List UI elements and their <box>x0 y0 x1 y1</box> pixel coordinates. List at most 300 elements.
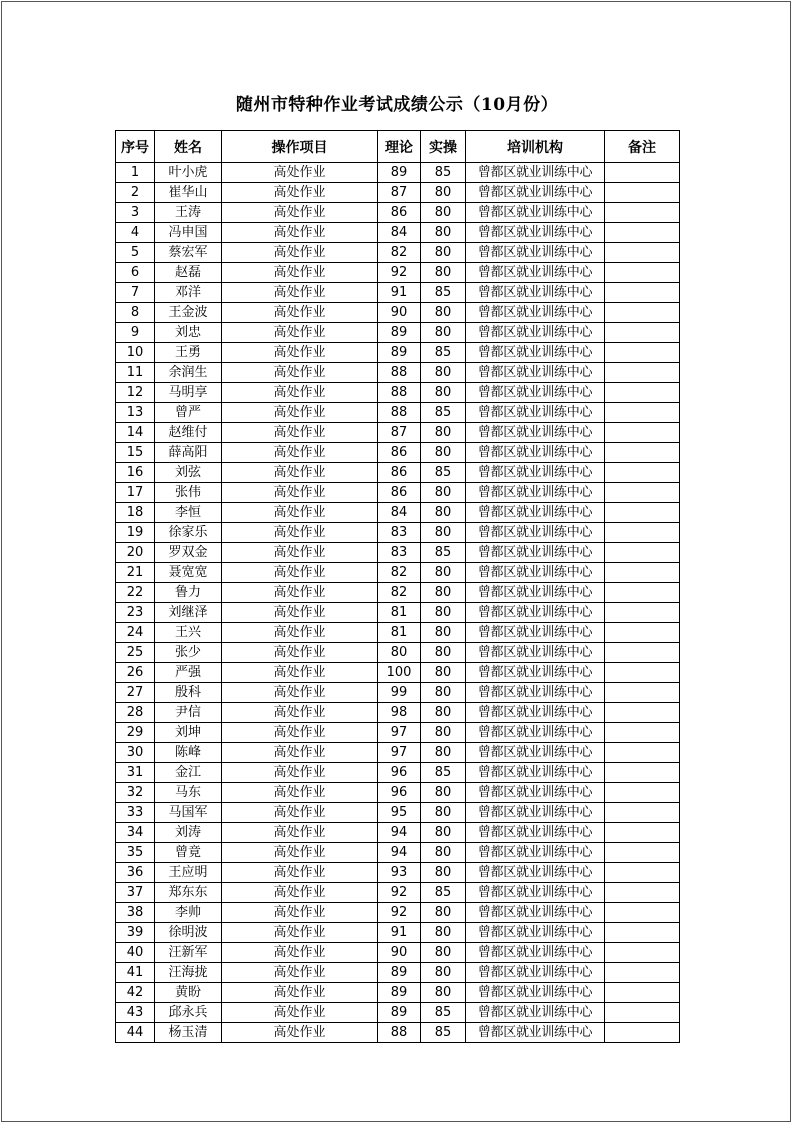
cell-project: 高处作业 <box>222 923 378 943</box>
cell-org: 曾都区就业训练中心 <box>466 503 605 523</box>
cell-project: 高处作业 <box>222 563 378 583</box>
table-row <box>116 623 680 643</box>
cell-theory: 91 <box>378 283 421 303</box>
cell-practice: 80 <box>421 663 466 683</box>
cell-practice: 80 <box>421 863 466 883</box>
cell-name: 王涛 <box>155 203 222 223</box>
cell-project: 高处作业 <box>222 663 378 683</box>
cell-remark <box>605 323 680 343</box>
cell-org: 曾都区就业训练中心 <box>466 403 605 423</box>
table-row <box>116 563 680 583</box>
cell-theory: 82 <box>378 563 421 583</box>
cell-remark <box>605 663 680 683</box>
table-body <box>116 163 680 1043</box>
cell-index: 7 <box>116 283 155 303</box>
cell-practice: 80 <box>421 363 466 383</box>
cell-index: 28 <box>116 703 155 723</box>
cell-theory: 88 <box>378 363 421 383</box>
cell-practice: 80 <box>421 203 466 223</box>
cell-theory: 86 <box>378 483 421 503</box>
cell-name: 崔华山 <box>155 183 222 203</box>
cell-practice: 80 <box>421 303 466 323</box>
cell-project: 高处作业 <box>222 903 378 923</box>
cell-theory: 99 <box>378 683 421 703</box>
cell-index: 4 <box>116 223 155 243</box>
cell-practice: 80 <box>421 263 466 283</box>
table-row <box>116 523 680 543</box>
cell-name: 余润生 <box>155 363 222 383</box>
table-row <box>116 583 680 603</box>
table-row <box>116 1023 680 1043</box>
table-row <box>116 443 680 463</box>
score-table <box>115 130 680 1043</box>
cell-name: 李恒 <box>155 503 222 523</box>
cell-project: 高处作业 <box>222 423 378 443</box>
table-row <box>116 503 680 523</box>
cell-name: 王金波 <box>155 303 222 323</box>
table-row <box>116 303 680 323</box>
cell-name: 赵磊 <box>155 263 222 283</box>
cell-project: 高处作业 <box>222 743 378 763</box>
cell-name: 殷科 <box>155 683 222 703</box>
cell-practice: 80 <box>421 583 466 603</box>
cell-theory: 86 <box>378 443 421 463</box>
cell-project: 高处作业 <box>222 483 378 503</box>
cell-org: 曾都区就业训练中心 <box>466 583 605 603</box>
cell-index: 17 <box>116 483 155 503</box>
cell-org: 曾都区就业训练中心 <box>466 363 605 383</box>
cell-index: 27 <box>116 683 155 703</box>
cell-index: 34 <box>116 823 155 843</box>
cell-index: 19 <box>116 523 155 543</box>
table-row <box>116 423 680 443</box>
cell-index: 12 <box>116 383 155 403</box>
cell-index: 6 <box>116 263 155 283</box>
cell-org: 曾都区就业训练中心 <box>466 863 605 883</box>
header-project: 操作项目 <box>222 131 378 163</box>
cell-practice: 80 <box>421 903 466 923</box>
cell-practice: 80 <box>421 323 466 343</box>
cell-name: 刘涛 <box>155 823 222 843</box>
cell-name: 杨玉清 <box>155 1023 222 1043</box>
table-row <box>116 943 680 963</box>
cell-name: 马国军 <box>155 803 222 823</box>
cell-practice: 80 <box>421 703 466 723</box>
table-row <box>116 643 680 663</box>
cell-index: 5 <box>116 243 155 263</box>
cell-project: 高处作业 <box>222 823 378 843</box>
cell-project: 高处作业 <box>222 383 378 403</box>
cell-name: 曾竟 <box>155 843 222 863</box>
cell-org: 曾都区就业训练中心 <box>466 543 605 563</box>
cell-name: 马东 <box>155 783 222 803</box>
cell-project: 高处作业 <box>222 723 378 743</box>
cell-org: 曾都区就业训练中心 <box>466 323 605 343</box>
cell-org: 曾都区就业训练中心 <box>466 983 605 1003</box>
cell-org: 曾都区就业训练中心 <box>466 443 605 463</box>
cell-remark <box>605 863 680 883</box>
table-row <box>116 663 680 683</box>
cell-org: 曾都区就业训练中心 <box>466 1023 605 1043</box>
cell-index: 33 <box>116 803 155 823</box>
cell-remark <box>605 443 680 463</box>
cell-project: 高处作业 <box>222 883 378 903</box>
header-name: 姓名 <box>155 131 222 163</box>
cell-name: 李帅 <box>155 903 222 923</box>
table-row <box>116 183 680 203</box>
page-title: 随州市特种作业考试成绩公示（10月份） <box>235 95 559 115</box>
cell-remark <box>605 523 680 543</box>
cell-project: 高处作业 <box>222 643 378 663</box>
cell-name: 冯申国 <box>155 223 222 243</box>
cell-index: 31 <box>116 763 155 783</box>
table-row <box>116 463 680 483</box>
table-row <box>116 263 680 283</box>
cell-name: 黄盼 <box>155 983 222 1003</box>
cell-practice: 80 <box>421 483 466 503</box>
cell-practice: 80 <box>421 443 466 463</box>
cell-index: 22 <box>116 583 155 603</box>
table-row <box>116 283 680 303</box>
cell-project: 高处作业 <box>222 463 378 483</box>
cell-theory: 96 <box>378 783 421 803</box>
cell-project: 高处作业 <box>222 543 378 563</box>
cell-remark <box>605 203 680 223</box>
table-row <box>116 543 680 563</box>
cell-org: 曾都区就业训练中心 <box>466 783 605 803</box>
table-row <box>116 483 680 503</box>
cell-index: 10 <box>116 343 155 363</box>
cell-name: 郑东东 <box>155 883 222 903</box>
cell-remark <box>605 843 680 863</box>
cell-index: 3 <box>116 203 155 223</box>
cell-index: 40 <box>116 943 155 963</box>
table-row <box>116 323 680 343</box>
cell-name: 刘忠 <box>155 323 222 343</box>
table-row <box>116 783 680 803</box>
cell-index: 18 <box>116 503 155 523</box>
table-row <box>116 823 680 843</box>
cell-name: 汪新军 <box>155 943 222 963</box>
cell-theory: 82 <box>378 583 421 603</box>
cell-name: 徐家乐 <box>155 523 222 543</box>
cell-index: 37 <box>116 883 155 903</box>
cell-theory: 80 <box>378 643 421 663</box>
cell-name: 鲁力 <box>155 583 222 603</box>
cell-name: 薛高阳 <box>155 443 222 463</box>
table-row <box>116 243 680 263</box>
table-row <box>116 763 680 783</box>
cell-index: 9 <box>116 323 155 343</box>
cell-project: 高处作业 <box>222 623 378 643</box>
cell-index: 15 <box>116 443 155 463</box>
cell-theory: 97 <box>378 723 421 743</box>
cell-name: 汪海拢 <box>155 963 222 983</box>
cell-org: 曾都区就业训练中心 <box>466 743 605 763</box>
cell-practice: 80 <box>421 643 466 663</box>
cell-project: 高处作业 <box>222 1023 378 1043</box>
cell-theory: 94 <box>378 843 421 863</box>
cell-project: 高处作业 <box>222 203 378 223</box>
cell-org: 曾都区就业训练中心 <box>466 303 605 323</box>
table-row <box>116 403 680 423</box>
cell-project: 高处作业 <box>222 303 378 323</box>
cell-org: 曾都区就业训练中心 <box>466 623 605 643</box>
cell-name: 马明享 <box>155 383 222 403</box>
cell-practice: 85 <box>421 1003 466 1023</box>
header-row <box>116 131 680 163</box>
cell-org: 曾都区就业训练中心 <box>466 883 605 903</box>
cell-org: 曾都区就业训练中心 <box>466 183 605 203</box>
table-row <box>116 1003 680 1023</box>
cell-project: 高处作业 <box>222 283 378 303</box>
cell-index: 8 <box>116 303 155 323</box>
cell-remark <box>605 303 680 323</box>
cell-index: 25 <box>116 643 155 663</box>
cell-index: 13 <box>116 403 155 423</box>
cell-org: 曾都区就业训练中心 <box>466 343 605 363</box>
cell-project: 高处作业 <box>222 443 378 463</box>
cell-project: 高处作业 <box>222 943 378 963</box>
cell-org: 曾都区就业训练中心 <box>466 963 605 983</box>
cell-index: 29 <box>116 723 155 743</box>
cell-remark <box>605 223 680 243</box>
cell-theory: 93 <box>378 863 421 883</box>
cell-practice: 80 <box>421 843 466 863</box>
cell-theory: 98 <box>378 703 421 723</box>
cell-remark <box>605 563 680 583</box>
cell-name: 邓洋 <box>155 283 222 303</box>
cell-practice: 80 <box>421 563 466 583</box>
cell-theory: 92 <box>378 263 421 283</box>
table-row <box>116 743 680 763</box>
cell-project: 高处作业 <box>222 263 378 283</box>
cell-theory: 87 <box>378 423 421 443</box>
cell-practice: 80 <box>421 223 466 243</box>
cell-practice: 80 <box>421 523 466 543</box>
cell-name: 尹信 <box>155 703 222 723</box>
cell-project: 高处作业 <box>222 223 378 243</box>
cell-remark <box>605 283 680 303</box>
cell-org: 曾都区就业训练中心 <box>466 603 605 623</box>
cell-practice: 80 <box>421 743 466 763</box>
cell-project: 高处作业 <box>222 983 378 1003</box>
cell-remark <box>605 923 680 943</box>
cell-name: 刘弦 <box>155 463 222 483</box>
cell-theory: 86 <box>378 463 421 483</box>
cell-org: 曾都区就业训练中心 <box>466 723 605 743</box>
cell-project: 高处作业 <box>222 863 378 883</box>
cell-theory: 89 <box>378 983 421 1003</box>
cell-theory: 96 <box>378 763 421 783</box>
cell-theory: 92 <box>378 883 421 903</box>
cell-theory: 83 <box>378 543 421 563</box>
cell-practice: 80 <box>421 383 466 403</box>
header-org: 培训机构 <box>466 131 605 163</box>
table-row <box>116 723 680 743</box>
table-row <box>116 883 680 903</box>
table-row <box>116 383 680 403</box>
cell-name: 赵维付 <box>155 423 222 443</box>
cell-remark <box>605 343 680 363</box>
cell-index: 24 <box>116 623 155 643</box>
cell-org: 曾都区就业训练中心 <box>466 643 605 663</box>
cell-org: 曾都区就业训练中心 <box>466 703 605 723</box>
cell-practice: 85 <box>421 543 466 563</box>
cell-index: 35 <box>116 843 155 863</box>
cell-theory: 88 <box>378 403 421 423</box>
cell-project: 高处作业 <box>222 343 378 363</box>
cell-name: 金江 <box>155 763 222 783</box>
cell-theory: 89 <box>378 323 421 343</box>
cell-project: 高处作业 <box>222 243 378 263</box>
cell-index: 39 <box>116 923 155 943</box>
cell-project: 高处作业 <box>222 683 378 703</box>
table-row <box>116 983 680 1003</box>
cell-theory: 83 <box>378 523 421 543</box>
cell-index: 14 <box>116 423 155 443</box>
cell-theory: 86 <box>378 203 421 223</box>
cell-org: 曾都区就业训练中心 <box>466 283 605 303</box>
cell-remark <box>605 683 680 703</box>
cell-theory: 89 <box>378 163 421 183</box>
cell-org: 曾都区就业训练中心 <box>466 903 605 923</box>
cell-remark <box>605 423 680 443</box>
table-row <box>116 343 680 363</box>
cell-practice: 80 <box>421 683 466 703</box>
cell-org: 曾都区就业训练中心 <box>466 203 605 223</box>
cell-theory: 89 <box>378 963 421 983</box>
cell-practice: 80 <box>421 603 466 623</box>
cell-practice: 80 <box>421 783 466 803</box>
cell-index: 43 <box>116 1003 155 1023</box>
cell-remark <box>605 543 680 563</box>
cell-remark <box>605 883 680 903</box>
cell-remark <box>605 643 680 663</box>
cell-name: 蔡宏军 <box>155 243 222 263</box>
cell-name: 王勇 <box>155 343 222 363</box>
table-row <box>116 903 680 923</box>
cell-index: 2 <box>116 183 155 203</box>
cell-practice: 80 <box>421 963 466 983</box>
table-row <box>116 863 680 883</box>
cell-index: 1 <box>116 163 155 183</box>
table-row <box>116 683 680 703</box>
cell-project: 高处作业 <box>222 1003 378 1023</box>
cell-org: 曾都区就业训练中心 <box>466 803 605 823</box>
cell-remark <box>605 723 680 743</box>
cell-index: 20 <box>116 543 155 563</box>
table-row <box>116 203 680 223</box>
table-row <box>116 603 680 623</box>
cell-project: 高处作业 <box>222 503 378 523</box>
cell-practice: 85 <box>421 283 466 303</box>
cell-practice: 85 <box>421 343 466 363</box>
cell-org: 曾都区就业训练中心 <box>466 683 605 703</box>
cell-index: 32 <box>116 783 155 803</box>
cell-practice: 85 <box>421 163 466 183</box>
cell-theory: 95 <box>378 803 421 823</box>
header-index: 序号 <box>116 131 155 163</box>
cell-project: 高处作业 <box>222 363 378 383</box>
cell-practice: 80 <box>421 803 466 823</box>
cell-project: 高处作业 <box>222 403 378 423</box>
cell-theory: 84 <box>378 503 421 523</box>
table-row <box>116 363 680 383</box>
header-practice: 实操 <box>421 131 466 163</box>
cell-name: 刘继泽 <box>155 603 222 623</box>
cell-name: 张少 <box>155 643 222 663</box>
cell-index: 26 <box>116 663 155 683</box>
cell-practice: 80 <box>421 923 466 943</box>
cell-org: 曾都区就业训练中心 <box>466 383 605 403</box>
cell-org: 曾都区就业训练中心 <box>466 463 605 483</box>
cell-index: 23 <box>116 603 155 623</box>
table-row <box>116 703 680 723</box>
cell-index: 30 <box>116 743 155 763</box>
cell-remark <box>605 363 680 383</box>
cell-theory: 88 <box>378 383 421 403</box>
cell-org: 曾都区就业训练中心 <box>466 923 605 943</box>
cell-practice: 80 <box>421 503 466 523</box>
cell-theory: 87 <box>378 183 421 203</box>
cell-practice: 80 <box>421 423 466 443</box>
cell-remark <box>605 743 680 763</box>
cell-org: 曾都区就业训练中心 <box>466 663 605 683</box>
cell-theory: 84 <box>378 223 421 243</box>
cell-project: 高处作业 <box>222 583 378 603</box>
cell-org: 曾都区就业训练中心 <box>466 243 605 263</box>
cell-name: 曾严 <box>155 403 222 423</box>
cell-theory: 88 <box>378 1023 421 1043</box>
cell-project: 高处作业 <box>222 763 378 783</box>
cell-remark <box>605 623 680 643</box>
cell-practice: 85 <box>421 763 466 783</box>
cell-index: 16 <box>116 463 155 483</box>
cell-project: 高处作业 <box>222 183 378 203</box>
cell-remark <box>605 163 680 183</box>
cell-project: 高处作业 <box>222 783 378 803</box>
cell-theory: 89 <box>378 343 421 363</box>
cell-theory: 92 <box>378 903 421 923</box>
cell-remark <box>605 263 680 283</box>
cell-org: 曾都区就业训练中心 <box>466 483 605 503</box>
cell-project: 高处作业 <box>222 523 378 543</box>
cell-theory: 100 <box>378 663 421 683</box>
cell-org: 曾都区就业训练中心 <box>466 223 605 243</box>
cell-theory: 90 <box>378 303 421 323</box>
cell-remark <box>605 603 680 623</box>
cell-index: 11 <box>116 363 155 383</box>
cell-remark <box>605 1023 680 1043</box>
cell-org: 曾都区就业训练中心 <box>466 163 605 183</box>
cell-remark <box>605 383 680 403</box>
cell-practice: 80 <box>421 243 466 263</box>
table-row <box>116 923 680 943</box>
cell-org: 曾都区就业训练中心 <box>466 263 605 283</box>
header-theory: 理论 <box>378 131 421 163</box>
cell-name: 王兴 <box>155 623 222 643</box>
cell-practice: 80 <box>421 823 466 843</box>
cell-org: 曾都区就业训练中心 <box>466 763 605 783</box>
cell-practice: 85 <box>421 403 466 423</box>
cell-theory: 89 <box>378 1003 421 1023</box>
cell-theory: 91 <box>378 923 421 943</box>
cell-org: 曾都区就业训练中心 <box>466 843 605 863</box>
cell-remark <box>605 803 680 823</box>
cell-theory: 97 <box>378 743 421 763</box>
cell-practice: 80 <box>421 983 466 1003</box>
